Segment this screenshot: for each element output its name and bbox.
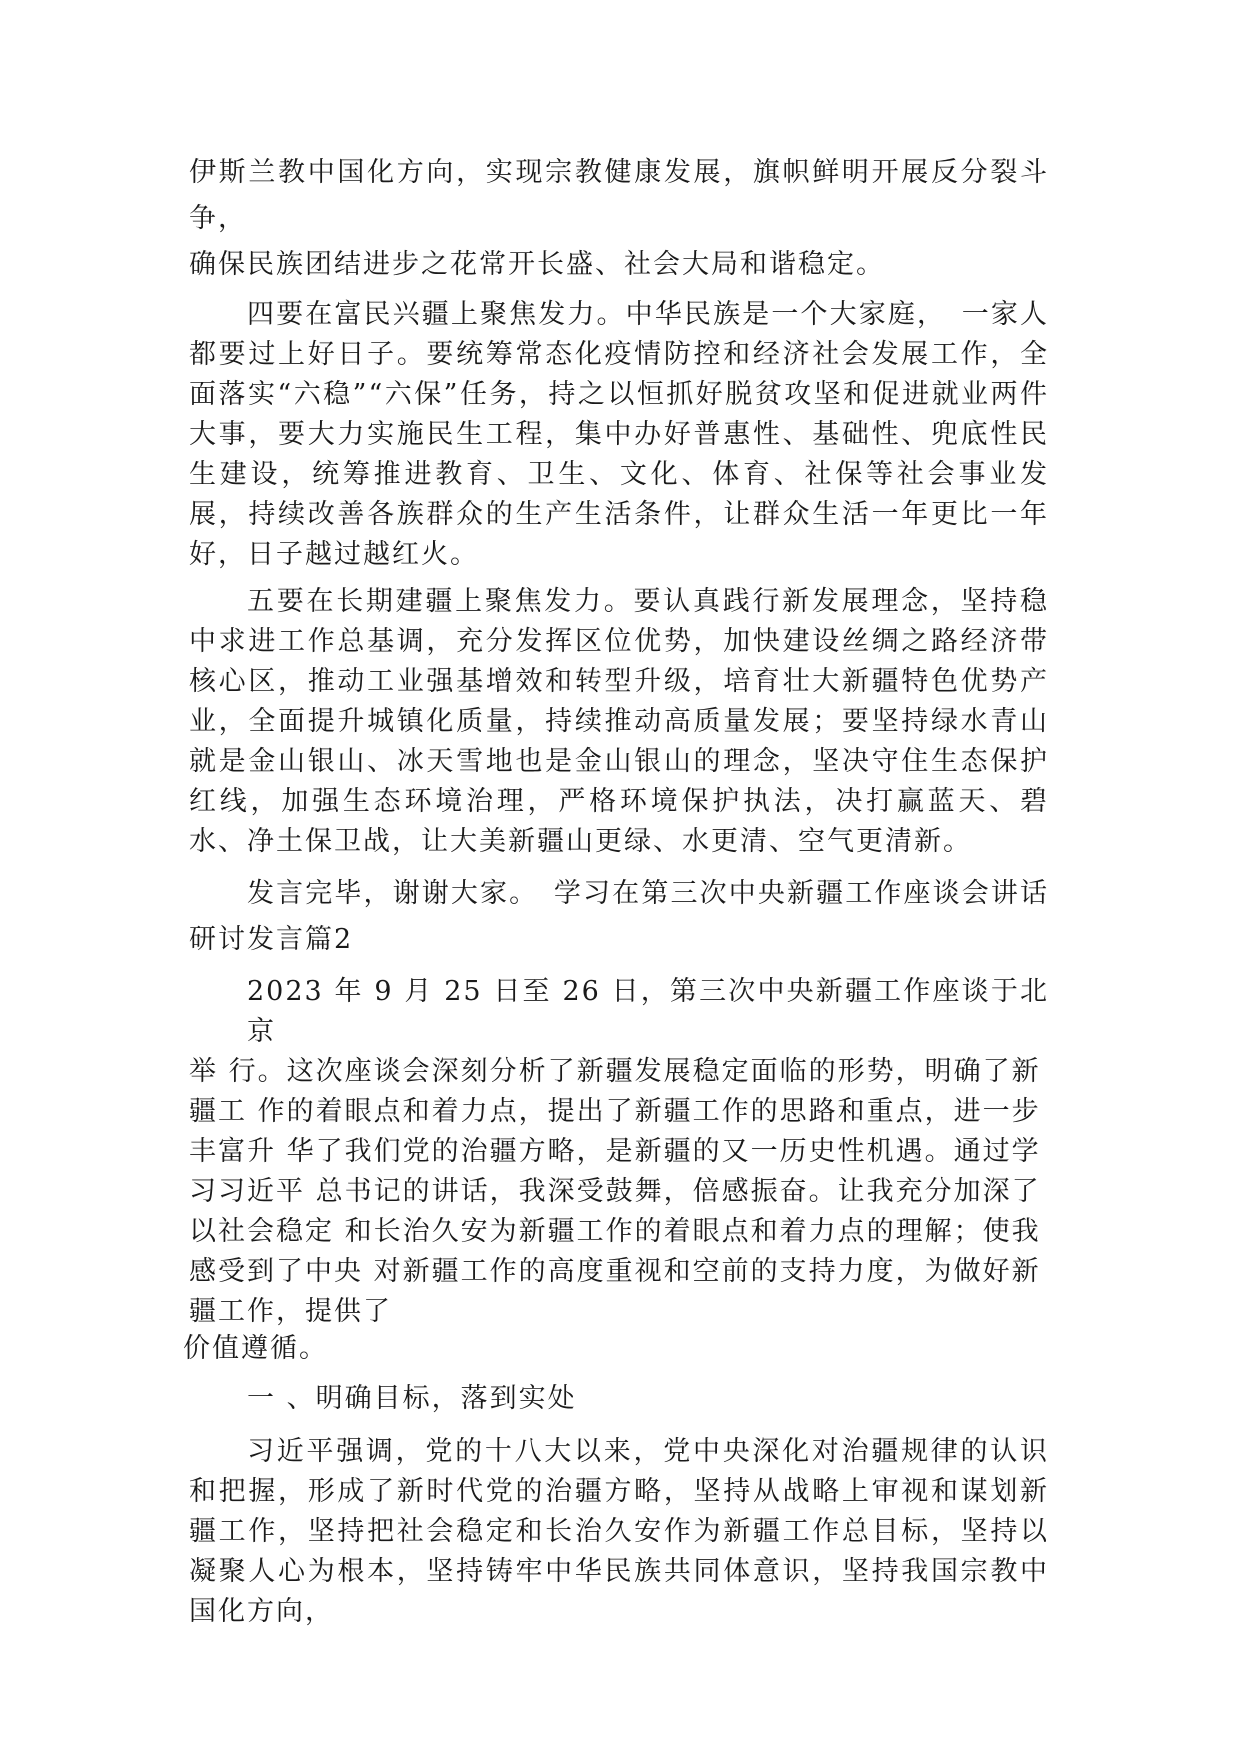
text-line: 以社会稳定 和长治久安为新疆工作的着眼点和着力点的理解；使我: [189, 1216, 1041, 1247]
text-line: 确保民族团结进步之花常开长盛、社会大局和谐稳定。: [189, 249, 885, 280]
paragraph-closing-and-title: 发言完毕，谢谢大家。 学习在第三次中央新疆工作座谈会讲话研讨发言篇2: [189, 878, 1049, 955]
paragraph-point-four: 四要在富民兴疆上聚焦发力。中华民族是一个大家庭， 一家人都要过上好日子。要统筹常态化疫情防控和经济社会发展工作，全面落实“六稳”“六保”任务，持之以恒抓好脱贫攻坚和促进就业两件大事，要大力实施民生工程，集中办好普惠性、基础性、兜底性民生建设，统筹推进教育、卫生、文化、体育、社保等社会事业发展，持续改善各族群众的生产生活条件，让群众生活一年更比一年好，日子越过越红火。: [189, 299, 1049, 570]
paragraph-section-one: 习近平强调，党的十八大以来，党中央深化对治疆规律的认识和把握，形成了新时代党的治疆方略，坚持从战略上审视和谋划新疆工作，坚持把社会稳定和长治久安作为新疆工作总目标，坚持以凝聚人心为根本，坚持铸牢中华民族共同体意识，坚持我国宗教中国化方向，: [189, 1436, 1049, 1627]
text-line: 感受到了中央 对新疆工作的高度重视和空前的支持力度，为做好新: [189, 1256, 1041, 1287]
text-line: 疆工 作的着眼点和着力点，提出了新疆工作的思路和重点，进一步: [189, 1096, 1041, 1127]
text-line: 举 行。这次座谈会深刻分析了新疆发展稳定面临的形势，明确了新: [189, 1056, 1041, 1087]
paragraph-continuation: [189, 150, 1049, 288]
text-line: 伊斯兰教中国化方向，实现宗教健康发展，旗帜鲜明开展反分裂斗争，: [189, 157, 1049, 234]
section-heading: 一 、明确目标，落到实处: [247, 1383, 577, 1414]
text-line: 疆工作，提供了: [189, 1296, 392, 1327]
text-line: 丰富升 华了我们党的治疆方略，是新疆的又一历史性机遇。通过学: [189, 1136, 1041, 1167]
text-line: 价值遵循。: [183, 1333, 328, 1364]
document-body: [183, 150, 1049, 1632]
text-line: 2023 年 9 月 25 日至 26 日，第三次中央新疆工作座谈于北京: [247, 976, 1049, 1047]
paragraph-meeting-intro: [183, 972, 1049, 1366]
paragraph-point-five: 五要在长期建疆上聚焦发力。要认真践行新发展理念，坚持稳中求进工作总基调，充分发挥区位优势，加快建设丝绸之路经济带核心区，推动工业强基增效和转型升级，培育壮大新疆特色优势产业，全面提升城镇化质量，持续推动高质量发展；要坚持绿水青山就是金山银山、冰天雪地也是金山银山的理念，坚决守住生态保护红线，加强生态环境治理，严格环境保护执法，决打赢蓝天、碧水、净土保卫战，让大美新疆山更绿、水更清、空气更清新。: [189, 586, 1049, 857]
text-line: 习习近平 总书记的讲话，我深受鼓舞，倍感振奋。让我充分加深了: [189, 1176, 1041, 1207]
